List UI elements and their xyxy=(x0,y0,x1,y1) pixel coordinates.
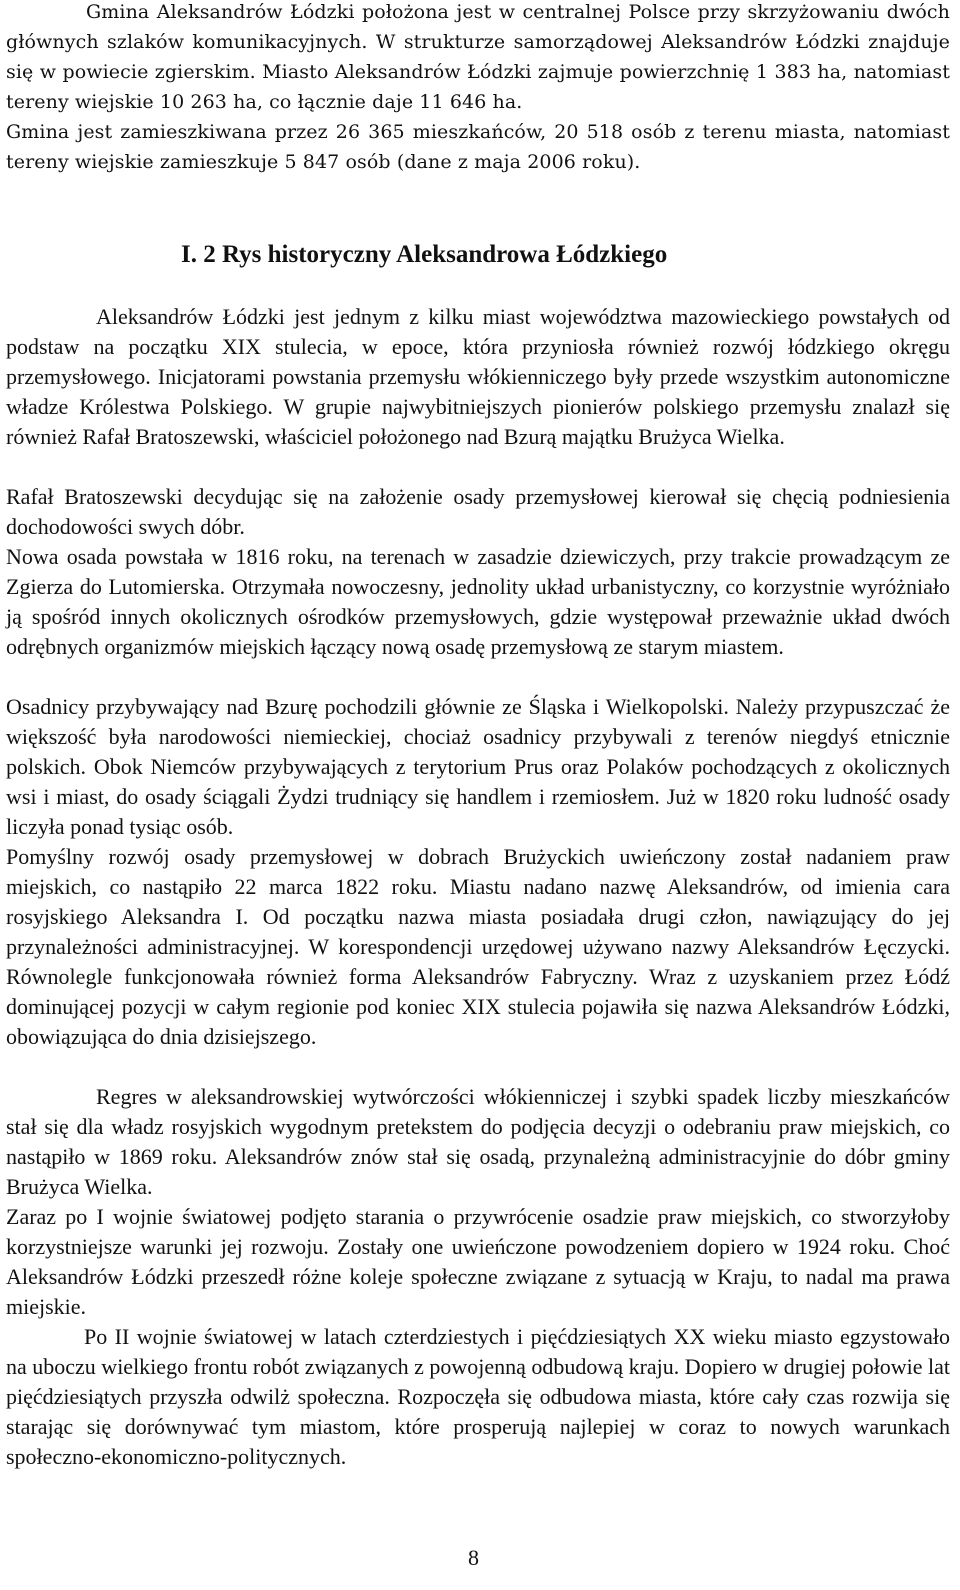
intro-paragraph-population: Gmina jest zamieszkiwana przez 26 365 mieszkańców, 20 518 osób z terenu miasta, natomiast tereny wiejskie zamieszkuje 5 847 osób (dane z maja 2006 roku). xyxy=(6,121,950,173)
history-paragraph-decline: Regres w aleksandrowskiej wytwórczości włókienniczej i szybki spadek liczby mieszkańców stał się dla władz rosyjskich wygodnym pretekstem do podjęcia decyzji o odebraniu praw miejskich, co nastąpiło w 1869 roku. Aleksandrów znów stał się osadą, przynależną administracyjnie do dóbr gminy Brużyca Wielka. xyxy=(6,1084,950,1199)
history-paragraph-new-settlement: Nowa osada powstała w 1816 roku, na terenach w zasadzie dziewiczych, przy trakcie prowadzącym ze Zgierza do Lutomierska. Otrzymała nowoczesny, jednolity układ urbanistyczny, co korzystnie wyróżniało ją spośród innych okolicznych ośrodków przemysłowych, gdzie występował przeważnie układ dwóch odrębnych organizmów miejskich łączący nową osadę przemysłową ze starym miastem. xyxy=(6,544,950,659)
history-paragraph-restoration: Zaraz po I wojnie światowej podjęto starania o przywrócenie osadzie praw miejskich, co stworzyłoby korzystniejsze warunki jej rozwoju. Zostały one uwieńczone powodzeniem dopiero w 1924 roku. Choć Aleksandrów Łódzki przeszedł różne koleje społeczne związane z sytuacją w Kraju, to nadal ma prawa miejskie. xyxy=(6,1204,950,1319)
history-paragraph-settlers: Osadnicy przybywający nad Bzurę pochodzili głównie ze Śląska i Wielkopolski. Należy przypuszczać że większość była narodowości niemieckiej, chociaż osadnicy przybywali z terenów niegdyś etnicznie polskich. Obok Niemców przybywających z terytorium Prus oraz Polaków pochodzących z okolicznych wsi i miast, do osady ściągali Żydzi trudniący się handlem i rzemiosłem. Już w 1820 roku ludność osady liczyła ponad tysiąc osób. xyxy=(6,694,950,839)
history-paragraph-founding-context: Aleksandrów Łódzki jest jednym z kilku miast województwa mazowieckiego powstałych od podstaw na początku XIX stulecia, w epoce, która przyniosła również rozwój łódzkiego okręgu przemysłowego. Inicjatorami powstania przemysłu włókienniczego były przede wszystkim autonomiczne władze Królestwa Polskiego. W grupie najwybitniejszych pionierów polskiego przemysłu znalazł się również Rafał Bratoszewski, właściciel położonego nad Bzurą majątku Brużyca Wielka. xyxy=(6,304,950,449)
page-number: 8 xyxy=(468,1545,479,1570)
history-paragraph-post-war: Po II wojnie światowej w latach czterdziestych i pięćdziesiątych XX wieku miasto egzystowało na uboczu wielkiego frontu robót związanych z powojenną odbudową kraju. Dopiero w drugiej połowie lat pięćdziesiątych przyszła odwilż społeczna. Rozpoczęła się odbudowa miasta, które cały czas rozwija się starając się dorównywać tym miastom, które prosperują najlepiej w coraz to nowych warunkach społeczno-ekonomiczno-politycznych. xyxy=(6,1324,950,1469)
intro-paragraph-location: Gmina Aleksandrów Łódzki położona jest w centralnej Polsce przy skrzyżowaniu dwóch głównych szlaków komunikacyjnych. W strukturze samorządowej Aleksandrów Łódzki znajduje się w powiecie zgierskim. Miasto Aleksandrów Łódzki zajmuje powierzchnię 1 383 ha, natomiast tereny wiejskie 10 263 ha, co łącznie daje 11 646 ha. xyxy=(6,1,950,113)
history-paragraph-town-rights: Pomyślny rozwój osady przemysłowej w dobrach Brużyckich uwieńczony został nadaniem praw miejskich, co nastąpiło 22 marca 1822 roku. Miastu nadano nazwę Aleksandrów, od imienia cara rosyjskiego Aleksandra I. Od początku nazwa miasta posiadała drugi człon, nawiązujący do jej przynależności administracyjnej. W korespondencji urzędowej używano nazwy Aleksandrów Łęczycki. Równolegle funkcjonowała również forma Aleksandrów Fabryczny. Wraz z uzyskaniem przez Łódź dominującej pozycji w całym regionie pod koniec XIX stulecia pojawiła się nazwa Aleksandrów Łódzki, obowiązująca do dnia dzisiejszego. xyxy=(6,844,950,1049)
section-heading: I. 2 Rys historyczny Aleksandrowa Łódzkiego xyxy=(181,241,668,268)
history-paragraph-bratoszewski: Rafał Bratoszewski decydując się na założenie osady przemysłowej kierował się chęcią podniesienia dochodowości swych dóbr. xyxy=(6,484,950,539)
